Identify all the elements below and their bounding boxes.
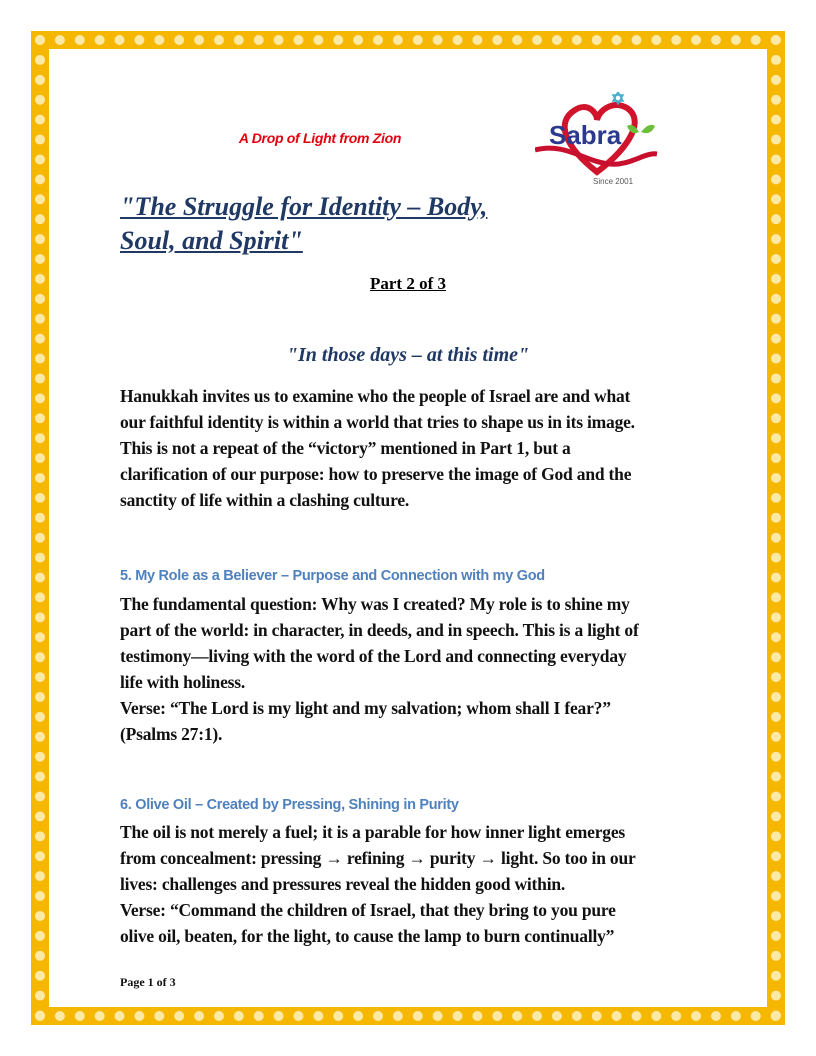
verse-line: olive oil, beaten, for the light, to cause the lamp to burn continually”	[120, 926, 615, 946]
intro-paragraph	[120, 383, 710, 513]
sabra-logo	[535, 92, 660, 187]
verse-line: Verse: “Command the children of Israel, that they bring to you pure	[120, 900, 616, 920]
text-line: Hanukkah invites us to examine who the people of Israel are and what	[120, 386, 631, 406]
text-line: part of the world: in character, in deeds, and in speech. This is a light of	[120, 620, 639, 640]
logo-since: Since 2001	[593, 177, 634, 186]
part-label: Part 2 of 3	[369, 274, 446, 293]
title-line: "The Struggle for Identity – Body,	[120, 192, 488, 221]
logo-wordmark: Sabra	[549, 120, 622, 150]
text-line: lives: challenges and pressures reveal the hidden good within.	[120, 874, 566, 894]
text-line: The fundamental question: Why was I created? My role is to shine my	[120, 594, 630, 614]
verse-reference: (Psalms 27:1).	[120, 724, 223, 744]
text-line: sanctity of life within a clashing culture.	[120, 490, 410, 510]
text-line: This is not a repeat of the “victory” mentioned in Part 1, but a	[120, 438, 571, 458]
document-title	[120, 190, 487, 258]
section-heading: 5. My Role as a Believer – Purpose and Connection with my God	[120, 568, 545, 584]
header-kicker: A Drop of Light from Zion	[238, 130, 402, 146]
text-line: The oil is not merely a fuel; it is a parable for how inner light emerges	[120, 822, 626, 842]
text-line: from concealment: pressing → refining → purity → light. So too in our	[120, 848, 636, 868]
page-number: Page 1 of 3	[120, 975, 176, 989]
subtitle: "In those days – at this time"	[286, 344, 530, 366]
text-line: clarification of our purpose: how to preserve the image of God and the	[120, 464, 632, 484]
section-body	[120, 819, 710, 949]
text-line: our faithful identity is within a world that tries to shape us in its image.	[120, 412, 635, 432]
section-heading: 6. Olive Oil – Created by Pressing, Shining in Purity	[120, 797, 459, 813]
title-line: Soul, and Spirit"	[120, 226, 303, 255]
verse-line: Verse: “The Lord is my light and my salvation; whom shall I fear?”	[120, 698, 611, 718]
text-line: testimony—living with the word of the Lord and connecting everyday	[120, 646, 627, 666]
section-body	[120, 591, 710, 747]
text-line: life with holiness.	[120, 672, 246, 692]
